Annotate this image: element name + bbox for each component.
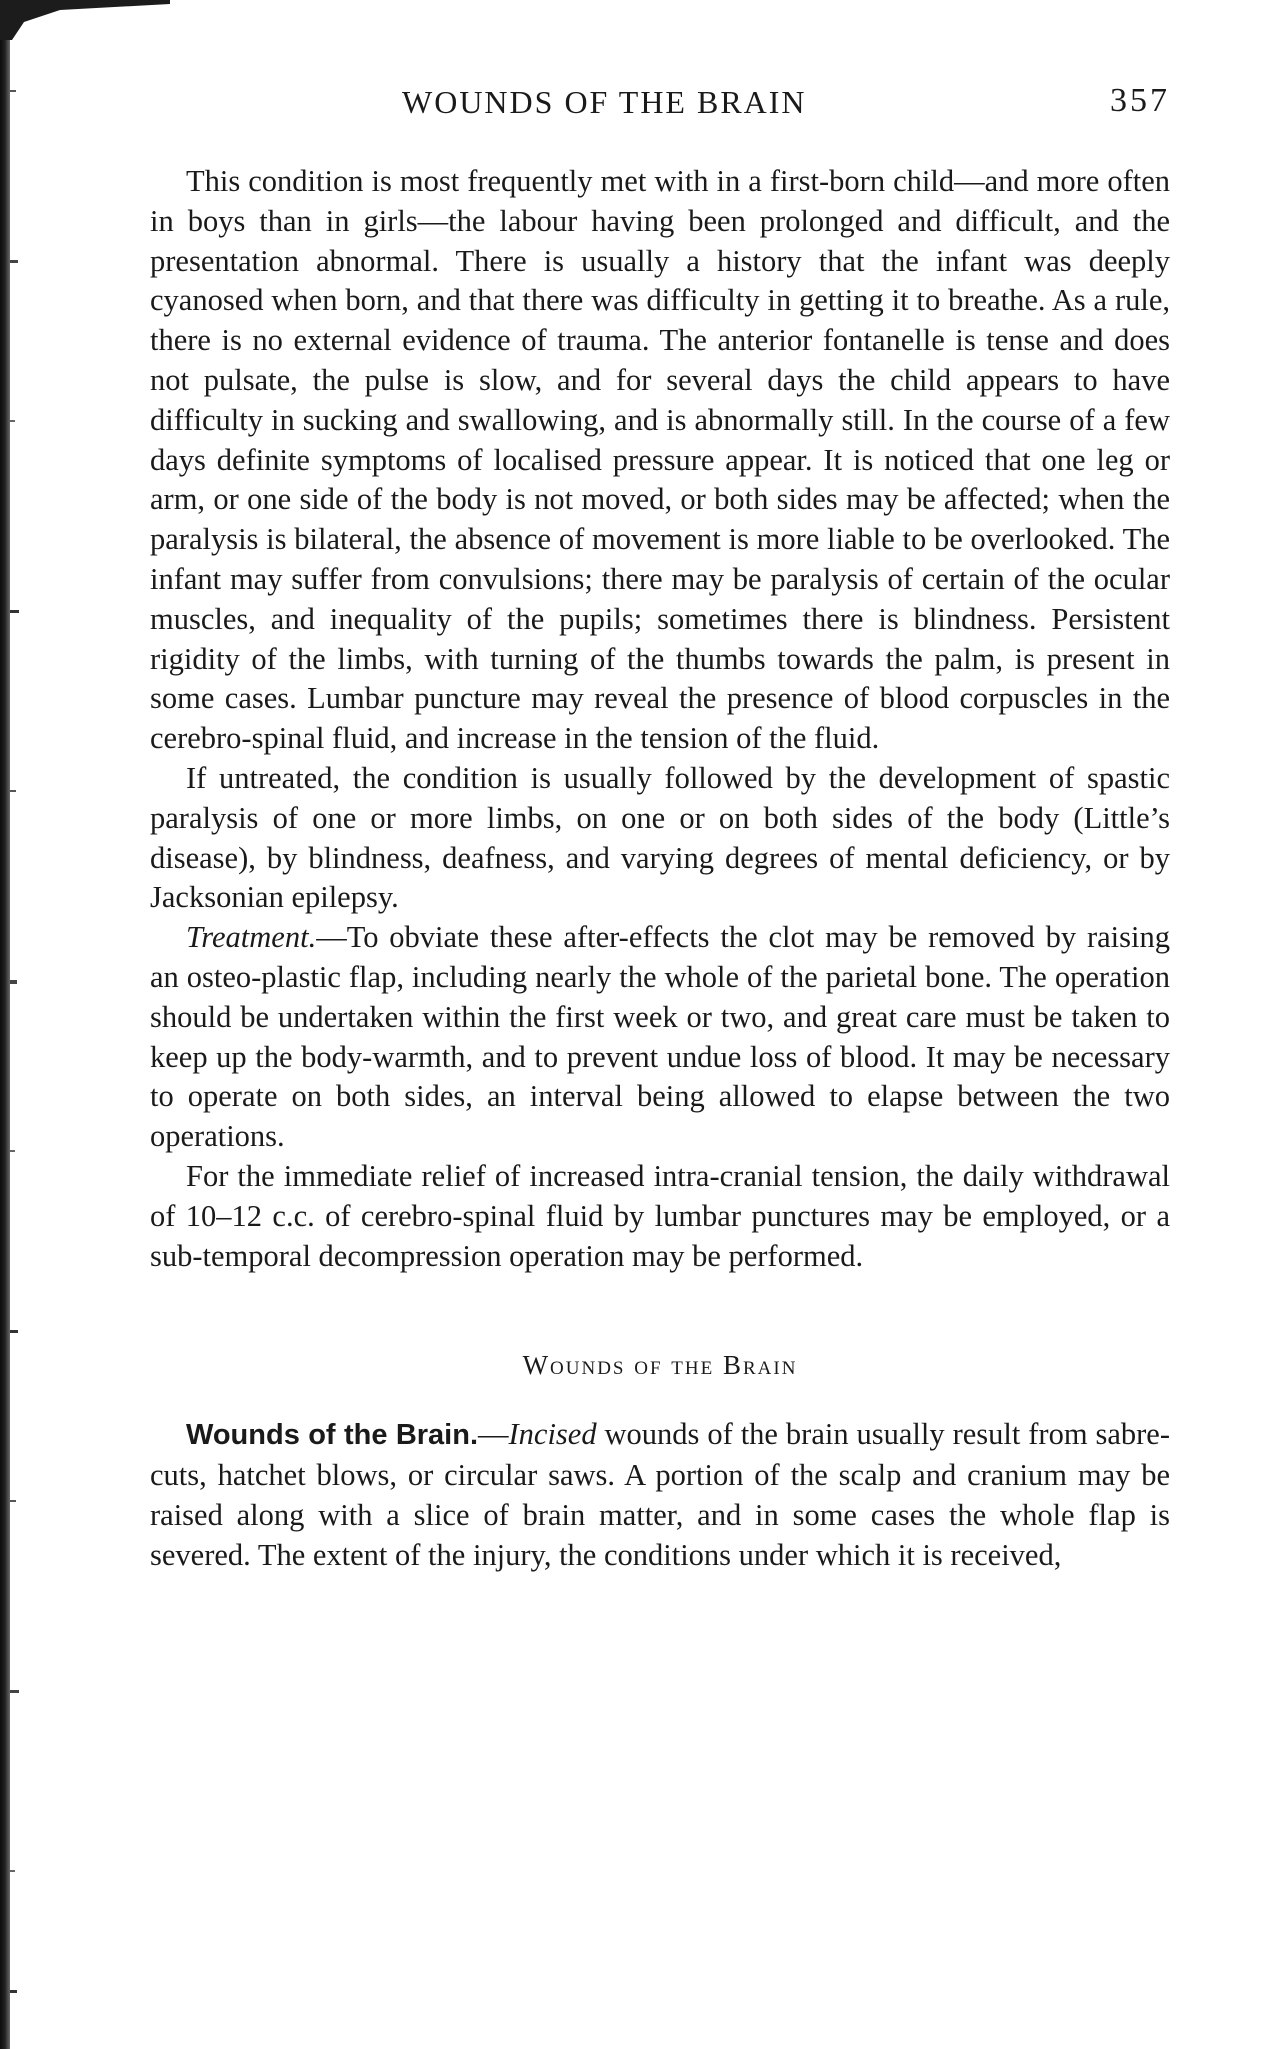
section-heading: Wounds of the Brain: [522, 1350, 798, 1381]
paragraph-wounds-of-brain: [150, 1415, 1170, 1575]
run-in-heading: Wounds of the Brain.: [186, 1419, 479, 1452]
wounds-text: wounds of the brain usually result from sabre-cuts, hatchet blows, or circular saws. A portion of the scalp and cranium may be raised along with a slice of brain matter, and in some cases the whole flap is severed. The extent of the injury, the conditions under which it is received,: [150, 1417, 1170, 1572]
book-spine-shadow: [0, 0, 10, 2049]
running-head: [150, 80, 1170, 136]
paragraph-congenital-hemorrhage: This condition is most frequently met with in a first-born child—and more often in boys than in girls—the labour having been prolonged and difficult, and the presentation abnormal. There is usually a history that the infant was deeply cyanosed when born, and that there was difficulty in getting it to breathe. As a rule, there is no external evidence of trauma. The anterior fontanelle is tense and does not pulsate, the pulse is slow, and for several days the child appears to have difficulty in sucking and swallowing, and is abnormally still. In the course of a few days definite symptoms of localised pressure appear. It is noticed that one leg or arm, or one side of the body is not moved, or both sides may be affected; when the paralysis is bilateral, the absence of movement is more liable to be overlooked. The infant may suffer from convulsions; there may be paralysis of certain of the ocular muscles, and inequality of the pupils; sometimes there is blindness. Persistent rigidity of the limbs, with turning of the thumbs towards the palm, is present in some cases. Lumbar puncture may reveal the presence of blood corpuscles in the cerebro-spinal fluid, and increase in the tension of the fluid.: [150, 164, 1170, 756]
paragraph-intracranial-relief: For the immediate relief of increased intra-cranial tension, the daily withdrawal of 10–12 c.c. of cerebro-spinal fluid by lumbar punctures may be employed, or a sub-temporal decompression operation may be performed.: [150, 1158, 1170, 1273]
body-text: [150, 162, 1170, 1576]
incised-term: Incised: [508, 1417, 597, 1452]
book-page: [150, 80, 1170, 1576]
spine-edge-flecks: [10, 0, 50, 2049]
run-in-dash: —: [478, 1417, 509, 1452]
paragraph-untreated-course: If untreated, the condition is usually followed by the development of spastic paralysis of one or more limbs, on one or on both sides of the body (Little’s disease), by blindness, deafness, and varying degrees of mental deficiency, or by Jacksonian epilepsy.: [150, 760, 1170, 915]
paragraph-treatment: [150, 918, 1170, 1157]
treatment-label: Treatment.: [186, 920, 317, 955]
running-title: WOUNDS OF THE BRAIN: [402, 84, 807, 120]
page-number: 357: [1110, 82, 1170, 119]
treatment-text: —To obviate these after-effects the clot may be removed by raising an osteo-plastic flap, including nearly the whole of the parietal bone. The operation should be undertaken within the first week or two, and great care must be taken to keep up the body-warmth, and to prevent undue loss of blood. It may be necessary to operate on both sides, an interval being allowed to elapse between the two operations.: [150, 920, 1170, 1154]
